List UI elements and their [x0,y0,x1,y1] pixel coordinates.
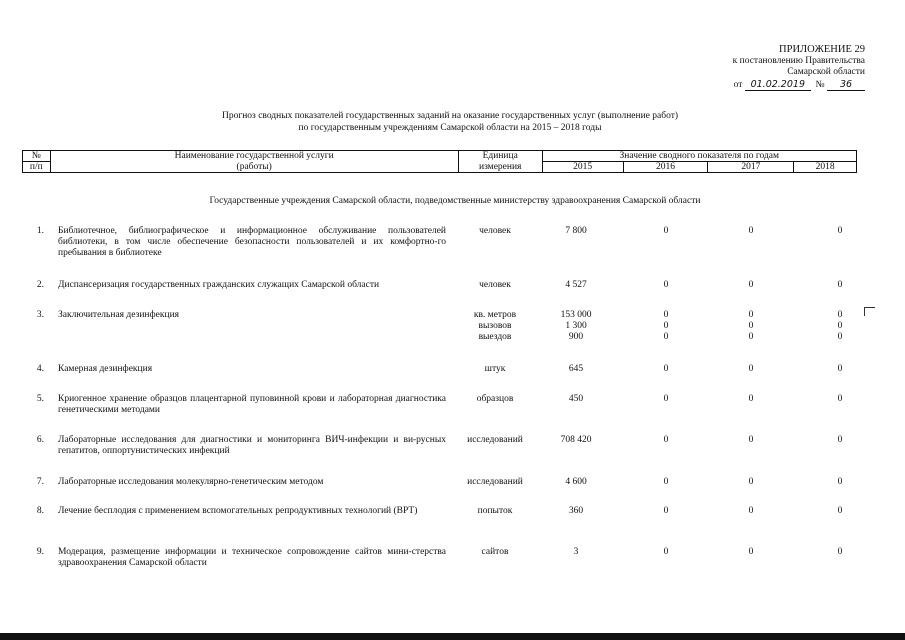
row-number: 5. [36,394,44,404]
row-value-2017: 0 [748,280,754,290]
col-no-top: № [23,151,51,162]
table-header [22,150,857,173]
row-unit: человек [479,226,511,236]
row-name: Заключительная дезинфекция [58,310,180,320]
row-value-2018: 0 [837,226,843,236]
col-year-2015: 2015 [542,162,623,173]
row-value-2018: 0 [837,506,843,516]
appendix-line2: к постановлению Правительства [732,55,865,66]
row-value-2015-b: 1 300 [565,321,587,331]
row-value-2017: 0 [748,364,754,374]
row-unit: исследований [467,477,523,487]
col-no-bottom: п/п [23,162,51,173]
row-value-2018: 0 [837,435,843,445]
row-number: 6. [36,435,44,445]
row-value-2016: 0 [663,435,669,445]
row-unit: попыток [477,506,513,516]
row-unit: сайтов [481,547,509,557]
row-value-2015: 360 [568,506,584,516]
row-name: Криогенное хранение образцов плацентарной пуповинной крови и лабораторная диагностика генетическими методами [58,394,446,415]
row-value-2017-b: 0 [748,321,754,331]
row-value-2017: 0 [748,506,754,516]
row-value-2017: 0 [748,394,754,404]
row-value-2015: 645 [568,364,584,374]
row-value-2017-c: 0 [748,332,754,342]
row-number: 3. [36,310,44,320]
row-value-2016-b: 0 [663,321,669,331]
col-unit-top: Единица [458,151,542,162]
row-values-2018 [810,310,870,343]
row-value-2017: 0 [748,547,754,557]
row-name: Модерация, размещение информации и техническое сопровождение сайтов мини-стерства здравоохранения Самарской области [58,547,446,568]
row-unit: штук [484,364,506,374]
row-value-2017-a: 0 [748,310,754,320]
handwritten-number: 36 [827,79,865,92]
row-value-2017: 0 [748,477,754,487]
row-value-2018: 0 [837,364,843,374]
row-values-2016 [636,310,696,343]
row-value-2018: 0 [837,280,843,290]
row-values-2017 [721,310,781,343]
row-value-2016: 0 [663,547,669,557]
col-year-2018: 2018 [794,162,857,173]
row-name: Лабораторные исследования для диагностики и мониторинга ВИЧ-инфекции и ви-русных гепатитов, оппортунистических инфекций [58,435,446,456]
row-value-2018: 0 [837,477,843,487]
row-value-2017: 0 [748,226,754,236]
row-unit: исследований [467,435,523,445]
row-value-2016: 0 [663,364,669,374]
scan-mark [864,307,875,316]
row-name: Библиотечное, библиографическое и информационное обслуживание пользователей библиотеки, в том числе обеспечение безопасности пользователей и их комфортно-го пребывания в библиотеке [58,226,446,258]
row-value-2016-c: 0 [663,332,669,342]
row-number: 2. [36,280,44,290]
title-line1: Прогноз сводных показателей государственных заданий на оказание государственных услуг (выполнение работ) [221,111,679,121]
row-value-2015: 3 [573,547,579,557]
col-unit-bottom: измерения [458,162,542,173]
row-number: 9. [36,547,44,557]
row-value-2017: 0 [748,435,754,445]
row-value-2015-a: 153 000 [560,310,592,320]
appendix-title: ПРИЛОЖЕНИЕ 29 [779,44,865,55]
row-value-2016: 0 [663,226,669,236]
appendix-line3: Самарской области [787,67,865,77]
col-name-bottom: (работы) [50,162,458,173]
row-value-2015: 7 800 [565,226,587,236]
row-units [455,310,535,343]
row-unit-b: вызовов [478,321,512,331]
row-number: 7. [36,477,44,487]
row-value-2018: 0 [837,394,843,404]
from-label: от [733,79,743,90]
row-values-2015 [546,310,606,343]
row-value-2015: 4 527 [565,280,587,290]
row-name: Лабораторные исследования молекулярно-генетическим методом [58,477,324,487]
row-unit: образцов [476,394,514,404]
handwritten-date: 01.02.2019 [745,79,811,92]
row-value-2018-b: 0 [837,321,843,331]
row-value-2016: 0 [663,280,669,290]
row-value-2018-c: 0 [837,332,843,342]
row-name: Камерная дезинфекция [58,364,153,374]
row-unit: человек [479,280,511,290]
row-value-2018: 0 [837,547,843,557]
row-name: Диспансеризация государственных гражданских служащих Самарской области [58,280,380,290]
row-value-2016: 0 [663,477,669,487]
row-number: 8. [36,506,44,516]
row-value-2018-a: 0 [837,310,843,320]
row-value-2015-c: 900 [568,332,584,342]
row-number: 1. [36,226,44,236]
row-value-2015: 4 600 [565,477,587,487]
number-label: № [815,79,825,90]
col-values-title: Значение сводного показателя по годам [542,151,856,162]
row-value-2015: 708 420 [560,435,592,445]
document-title [60,110,840,134]
row-number: 4. [36,364,44,374]
row-value-2015: 450 [568,394,584,404]
appendix-date-line [680,79,865,92]
row-name: Лечение бесплодия с применением вспомогательных репродуктивных технологий (ВРТ) [58,506,418,516]
scan-border-bottom [0,633,905,640]
title-line2: по государственным учреждениям Самарской области на 2015 – 2018 годы [298,123,602,133]
row-value-2016: 0 [663,506,669,516]
row-value-2016-a: 0 [663,310,669,320]
row-value-2016: 0 [663,394,669,404]
appendix-header [680,44,865,91]
row-unit-c: выездов [478,332,512,342]
col-year-2016: 2016 [623,162,708,173]
section-title: Государственные учреждения Самарской области, подведомственные министерству здравоохранения Самарской области [209,196,701,206]
col-name-top: Наименование государственной услуги [50,151,458,162]
col-year-2017: 2017 [708,162,794,173]
row-unit-a: кв. метров [473,310,517,320]
